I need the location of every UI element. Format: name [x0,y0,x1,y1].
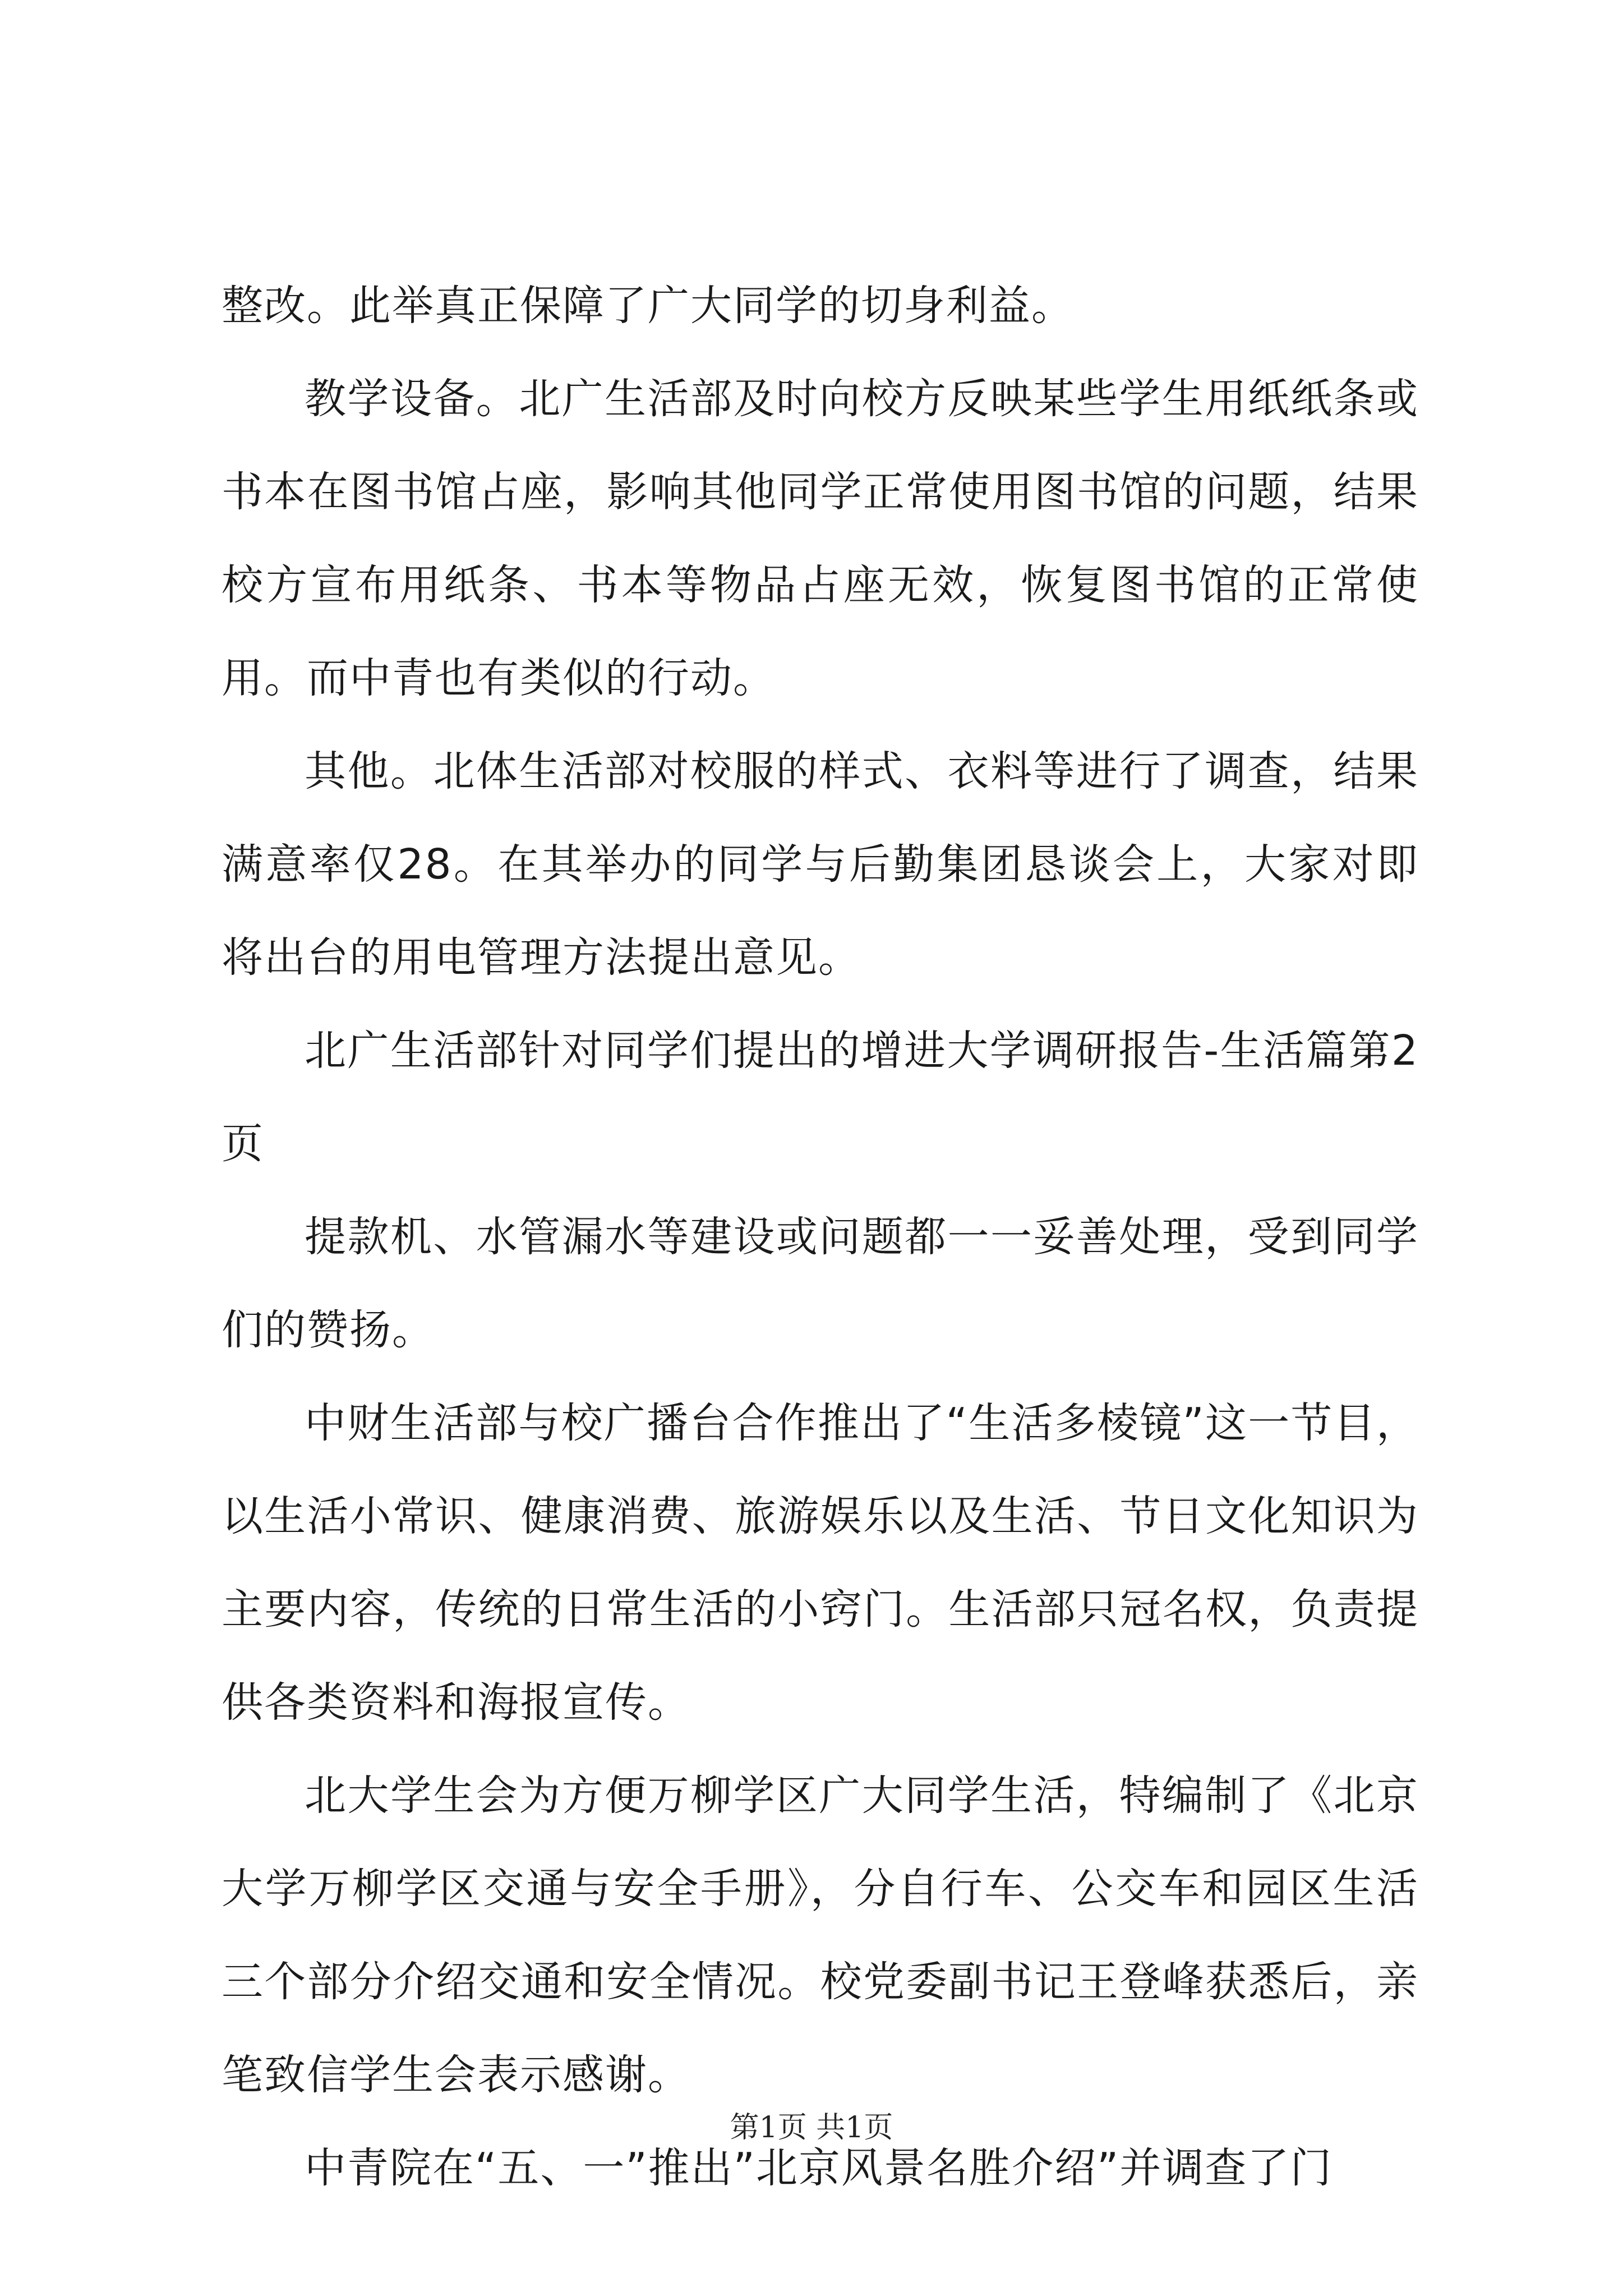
page-number-footer: 第1页 共1页 [730,2111,893,2145]
paragraph-continuation: 整改。此举真正保障了广大同学的切身利益。 [222,282,1074,330]
paragraph-zhongcai-radio: 中财生活部与校广播台合作推出了“生活多棱镜”这一节目，以生活小常识、健康消费、旅游娱乐以及生活、节日文化知识为主要内容，传统的日常生活的小窍门。生活部只冠名权，负责提供各类资料和海报宣传。 [222,1399,1419,1727]
paragraph-other: 其他。北体生活部对校服的样式、衣料等进行了调查，结果满意率仅28。在其举办的同学与后勤集团恳谈会上，大家对即将出台的用电管理方法提出意见。 [222,747,1419,982]
paragraph-atm-repairs: 提款机、水管漏水等建设或问题都一一妥善处理，受到同学们的赞扬。 [222,1213,1419,1354]
paragraph-beiguang-heading: 北广生活部针对同学们提出的增进大学调研报告-生活篇第2页 [222,1027,1419,1168]
paragraph-zhongqing-may-day: 中青院在“五、一”推出”北京风景名胜介绍”并调查了门 [305,2144,1333,2192]
paragraph-teaching-equipment: 教学设备。北广生活部及时向校方反映某些学生用纸纸条或书本在图书馆占座，影响其他同学正常使用图书馆的问题，结果校方宣布用纸条、书本等物品占座无效，恢复图书馆的正常使用。而中青也有类似的行动。 [222,375,1419,702]
document-body [222,259,1419,2215]
paragraph-beida-handbook: 北大学生会为方便万柳学区广大同学生活，特编制了《北京大学万柳学区交通与安全手册》，分自行车、公交车和园区生活三个部分介绍交通和安全情况。校党委副书记王登峰获悉后，亲笔致信学生会表示感谢。 [222,1772,1419,2099]
